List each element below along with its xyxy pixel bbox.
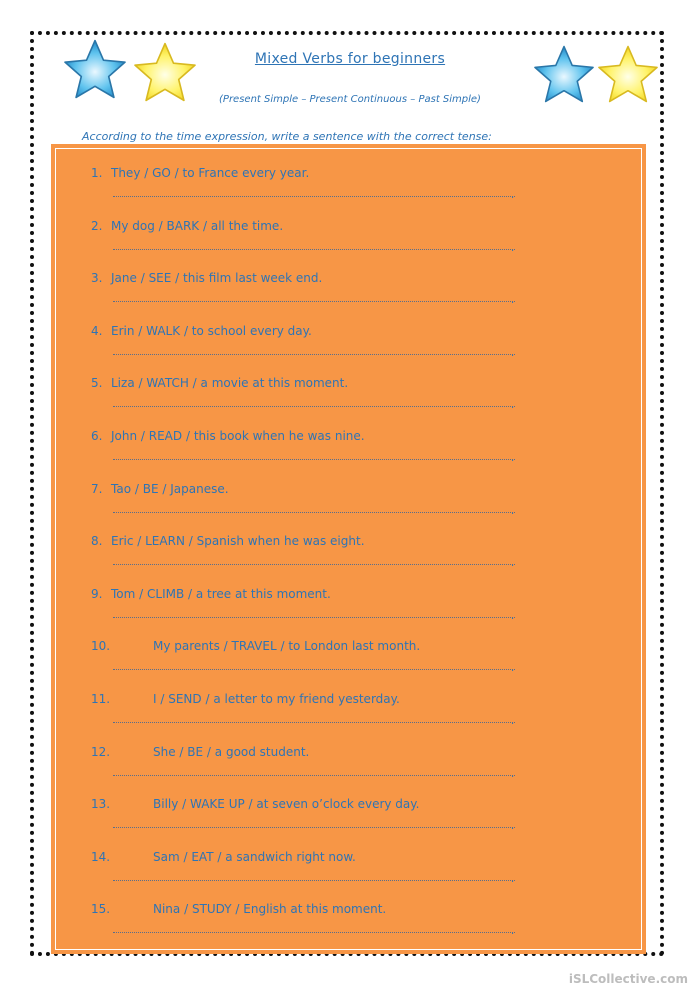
exercise-item: [91, 376, 348, 390]
exercise-item: [91, 166, 309, 180]
answer-end-period: .: [511, 610, 515, 622]
answer-line[interactable]: [113, 450, 515, 460]
exercise-item: [91, 639, 420, 653]
exercise-item: [91, 324, 312, 338]
item-verb: SEND: [168, 692, 202, 706]
answer-line[interactable]: [113, 555, 515, 565]
answer-end-period: .: [511, 190, 515, 201]
item-rest: / Japanese.: [158, 481, 229, 496]
item-rest: / a letter to my friend yesterday.: [201, 692, 400, 706]
item-subject: Billy /: [153, 797, 191, 812]
answer-end-period: .: [511, 505, 515, 517]
item-subject: Tom /: [111, 586, 147, 601]
worksheet-subtitle: (Present Simple – Present Continuous – Past Simple): [219, 94, 481, 105]
item-subject: Eric /: [111, 534, 146, 549]
item-number: 6.: [91, 429, 103, 443]
item-rest: / at seven o’clock every day.: [244, 797, 420, 812]
item-subject: Liza /: [111, 376, 147, 391]
item-number: 12.: [91, 744, 111, 759]
item-verb: GO: [152, 166, 171, 180]
item-subject: Nina /: [153, 902, 192, 917]
item-subject: Sam /: [153, 849, 192, 864]
answer-line[interactable]: [113, 187, 515, 197]
answer-line[interactable]: [113, 240, 515, 250]
answer-line[interactable]: [113, 503, 515, 513]
exercise-item: [91, 692, 400, 706]
item-rest: / Spanish when he was eight.: [184, 534, 365, 549]
item-verb: BE: [187, 744, 204, 759]
item-subject: Tao /: [111, 481, 143, 496]
item-verb: LEARN: [145, 534, 185, 549]
exercise-item: [91, 797, 420, 811]
exercise-item: [91, 429, 365, 443]
item-rest: / this book when he was nine.: [182, 429, 365, 443]
item-rest: / English at this moment.: [231, 902, 387, 917]
exercise-item: [91, 902, 386, 916]
answer-end-period: .: [511, 926, 515, 938]
item-subject: They /: [111, 166, 153, 180]
item-number: 10.: [91, 639, 111, 654]
worksheet-instruction: According to the time expression, write a sentence with the correct tense:: [82, 130, 492, 143]
exercise-item: [91, 850, 356, 864]
answer-end-period: .: [511, 295, 515, 307]
item-number: 13.: [91, 797, 111, 812]
item-rest: / to France every year.: [170, 166, 310, 180]
item-number: 2.: [91, 218, 103, 233]
item-subject: I /: [153, 692, 169, 706]
exercise-item: [91, 534, 365, 548]
answer-line[interactable]: [113, 397, 515, 407]
item-rest: / a good student.: [203, 744, 310, 759]
item-number: 14.: [91, 849, 111, 864]
watermark: iSLCollective.com: [568, 972, 688, 986]
exercise-item: [91, 745, 309, 759]
item-rest: / a sandwich right now.: [213, 849, 356, 864]
item-verb: WATCH: [146, 376, 189, 391]
item-rest: / all the time.: [199, 218, 284, 233]
worksheet-title: Mixed Verbs for beginners: [254, 51, 446, 67]
answer-line[interactable]: [113, 871, 515, 881]
answer-line[interactable]: [113, 660, 515, 670]
item-verb: BARK: [166, 218, 200, 233]
item-verb: WALK: [146, 323, 181, 338]
answer-line[interactable]: [113, 818, 515, 828]
item-rest: / to school every day.: [180, 323, 312, 338]
exercise-item: [91, 482, 229, 496]
answer-end-period: .: [511, 400, 515, 412]
item-number: 5.: [91, 376, 103, 391]
exercise-item: [91, 219, 283, 233]
item-number: 1.: [91, 166, 103, 180]
item-verb: STUDY: [191, 902, 232, 917]
item-number: 3.: [91, 271, 103, 286]
item-number: 7.: [91, 481, 103, 496]
item-rest: / a movie at this moment.: [188, 376, 349, 391]
item-subject: She /: [153, 744, 188, 759]
item-rest: / this film last week end.: [171, 271, 323, 286]
item-subject: Erin /: [111, 323, 147, 338]
answer-line[interactable]: [113, 923, 515, 933]
answer-line[interactable]: [113, 766, 515, 776]
item-number: 8.: [91, 534, 103, 549]
item-verb: CLIMB: [147, 586, 185, 601]
item-verb: SEE: [148, 271, 172, 286]
answer-line[interactable]: [113, 608, 515, 618]
answer-end-period: .: [511, 716, 515, 727]
exercise-panel: [51, 144, 646, 954]
item-number: 4.: [91, 323, 103, 338]
answer-end-period: .: [511, 242, 515, 254]
answer-line[interactable]: [113, 345, 515, 355]
answer-end-period: .: [511, 347, 515, 359]
answer-end-period: .: [511, 558, 515, 570]
answer-end-period: .: [511, 663, 515, 675]
exercise-item: [91, 587, 331, 601]
answer-end-period: .: [511, 768, 515, 780]
answer-line[interactable]: [113, 713, 515, 723]
item-verb: TRAVEL: [231, 639, 277, 654]
item-subject: John /: [111, 429, 149, 443]
item-subject: My parents /: [153, 639, 232, 654]
item-subject: Jane /: [111, 271, 149, 286]
answer-line[interactable]: [113, 292, 515, 302]
item-verb: WAKE UP: [190, 797, 245, 812]
item-rest: / to London last month.: [276, 639, 421, 654]
answer-end-period: .: [511, 453, 515, 464]
item-number: 15.: [91, 902, 111, 917]
item-number: 9.: [91, 586, 103, 601]
item-verb: EAT: [191, 849, 214, 864]
item-subject: My dog /: [111, 218, 167, 233]
item-verb: READ: [148, 429, 183, 443]
answer-end-period: .: [511, 821, 515, 833]
item-rest: / a tree at this moment.: [184, 586, 331, 601]
star-icon: [62, 38, 128, 100]
answer-end-period: .: [511, 873, 515, 885]
item-number: 11.: [91, 692, 111, 706]
exercise-item: [91, 271, 322, 285]
item-verb: BE: [142, 481, 159, 496]
